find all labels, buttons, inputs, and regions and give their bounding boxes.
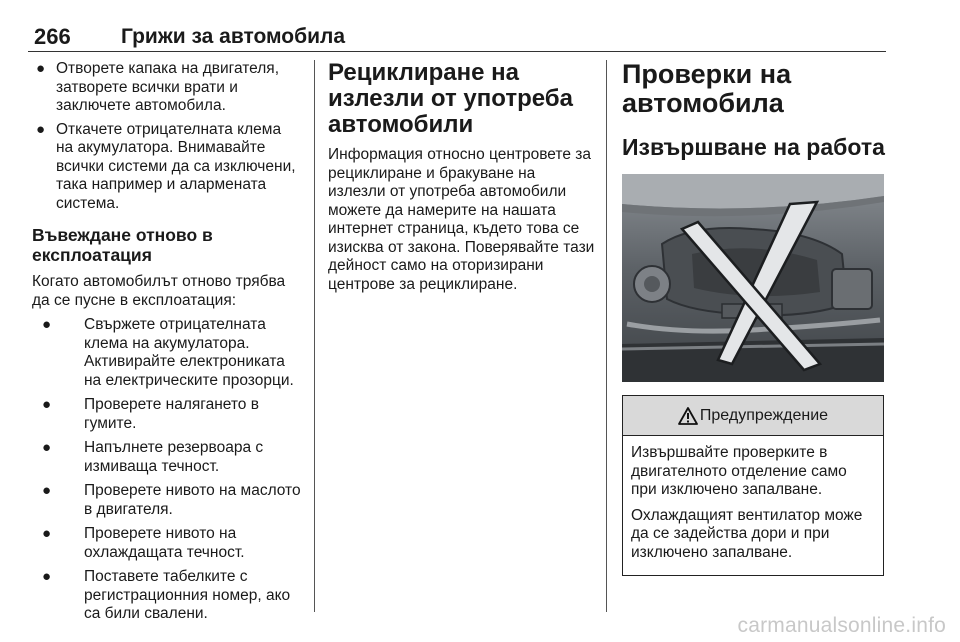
column-3 bbox=[622, 60, 886, 576]
engine-bay-illustration bbox=[622, 174, 884, 382]
bullet-icon: ● bbox=[42, 568, 52, 585]
bullet-icon: ● bbox=[42, 482, 52, 499]
list-item: ● Поставете табелките с регистрационния номер, ако са били свалени. bbox=[42, 568, 291, 622]
column-divider bbox=[314, 60, 315, 612]
engine-bay-photo bbox=[622, 174, 884, 382]
list-item: ● Проверете налягането в гумите. bbox=[42, 396, 259, 432]
warning-paragraph: Извършвайте проверките в двигателното отделение само при изключено запалване. bbox=[631, 444, 847, 498]
list-item: ● Проверете нивото на маслото в двигателя. bbox=[42, 482, 301, 518]
section-heading: Рециклиране на излезли от употреба автомобили bbox=[328, 59, 573, 138]
page-number: 266 bbox=[34, 24, 71, 49]
list-item: ● Откачете отрицателната клема на акумулатора. Внимавайте всички системи да са изключени, така например и алармената система. bbox=[36, 120, 296, 212]
bullet-icon: ● bbox=[42, 396, 52, 413]
section-heading: Извършване на работа bbox=[622, 134, 885, 160]
body-paragraph: Информация относно центровете за рециклиране и бракуване на излезли от употреба автомобили можете да намерите на нашата интернет страница, където това се изисква от закона. Поверявайте тази дейност само на оторизирани центрове за рециклиране. bbox=[328, 146, 595, 293]
column-1 bbox=[32, 60, 302, 630]
bullet-list-bottom bbox=[32, 316, 302, 624]
list-item: ● Свържете отрицателната клема на акумулатора. Активирайте електрониката на електрическите прозорци. bbox=[42, 316, 294, 389]
intro-paragraph: Когато автомобилът отново трябва да се пусне в експлоатация: bbox=[32, 273, 286, 309]
running-title: Грижи за автомобила bbox=[121, 25, 346, 48]
warning-title: Предупреждение bbox=[699, 406, 829, 424]
chapter-heading: Проверки на автомобила bbox=[622, 59, 792, 118]
bullet-icon: ● bbox=[36, 120, 46, 138]
list-item: ● Отворете капака на двигателя, затворете всички врати и заключете автомобила. bbox=[36, 60, 280, 114]
subheading: Въвеждане отново в експлоатация bbox=[32, 225, 213, 265]
bullet-icon: ● bbox=[42, 439, 52, 456]
column-divider bbox=[606, 60, 607, 612]
list-item: ● Напълнете резервоара с измиваща течност. bbox=[42, 439, 264, 475]
bullet-icon: ● bbox=[42, 316, 52, 333]
bullet-icon: ● bbox=[42, 525, 52, 542]
bullet-icon: ● bbox=[36, 60, 46, 77]
warning-paragraph: Охлаждащият вентилатор може да се задейства дори и при изключено запалване. bbox=[631, 506, 863, 561]
warning-triangle-icon bbox=[678, 407, 698, 425]
bullet-list-top bbox=[32, 60, 302, 213]
page-header bbox=[28, 22, 886, 52]
list-item: ● Проверете нивото на охлаждащата течност. bbox=[42, 525, 245, 561]
warning-body bbox=[623, 436, 883, 575]
warning-box bbox=[622, 395, 884, 576]
watermark: carmanualsonline.info bbox=[737, 614, 946, 637]
warning-header bbox=[623, 396, 883, 436]
column-2 bbox=[328, 60, 596, 300]
